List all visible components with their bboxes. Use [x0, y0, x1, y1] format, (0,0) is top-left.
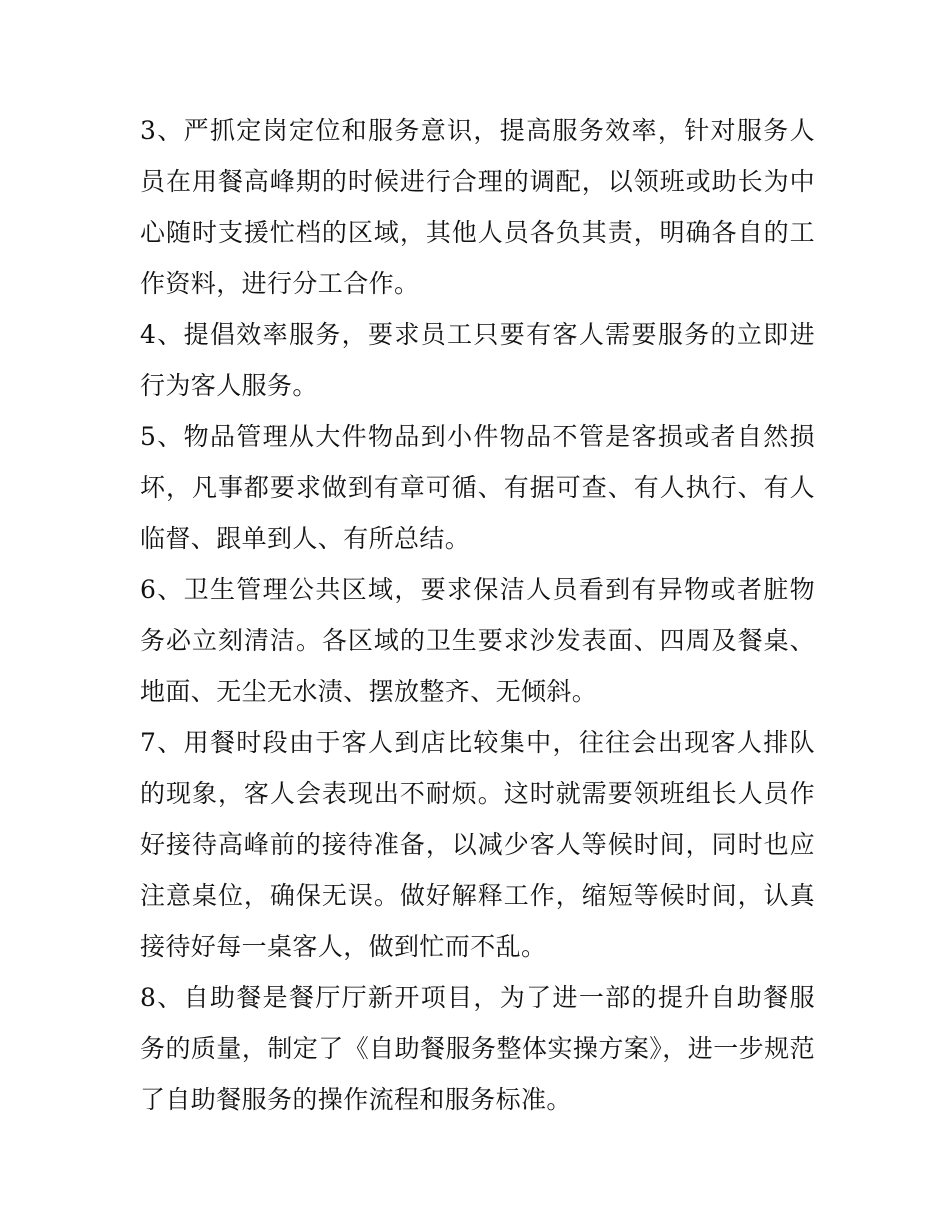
document-body	[140, 105, 815, 1125]
paragraph-5: 5、物品管理从大件物品到小件物品不管是客损或者自然损坏，凡事都要求做到有章可循、有据可查、有人执行、有人临督、跟单到人、有所总结。	[140, 422, 815, 553]
paragraph-4: 4、提倡效率服务，要求员工只要有客人需要服务的立即进行为客人服务。	[140, 320, 815, 400]
paragraph-6: 6、卫生管理公共区域，要求保洁人员看到有异物或者脏物务必立刻清洁。各区域的卫生要求沙发表面、四周及餐桌、地面、无尘无水渍、摆放整齐、无倾斜。	[140, 575, 815, 706]
paragraph-3: 3、严抓定岗定位和服务意识，提高服务效率，针对服务人员在用餐高峰期的时候进行合理的调配，以领班或助长为中心随时支援忙档的区域，其他人员各负其责，明确各自的工作资料，进行分工合作。	[140, 116, 815, 298]
paragraph-8: 8、自助餐是餐厅厅新开项目，为了进一部的提升自助餐服务的质量，制定了《自助餐服务整体实操方案》，进一步规范了自助餐服务的操作流程和服务标准。	[140, 983, 815, 1114]
paragraph-7: 7、用餐时段由于客人到店比较集中，往往会出现客人排队的现象，客人会表现出不耐烦。这时就需要领班组长人员作好接待高峰前的接待准备，以减少客人等候时间，同时也应注意桌位，确保无误。做好解释工作，缩短等候时间，认真接待好每一桌客人，做到忙而不乱。	[140, 728, 815, 961]
